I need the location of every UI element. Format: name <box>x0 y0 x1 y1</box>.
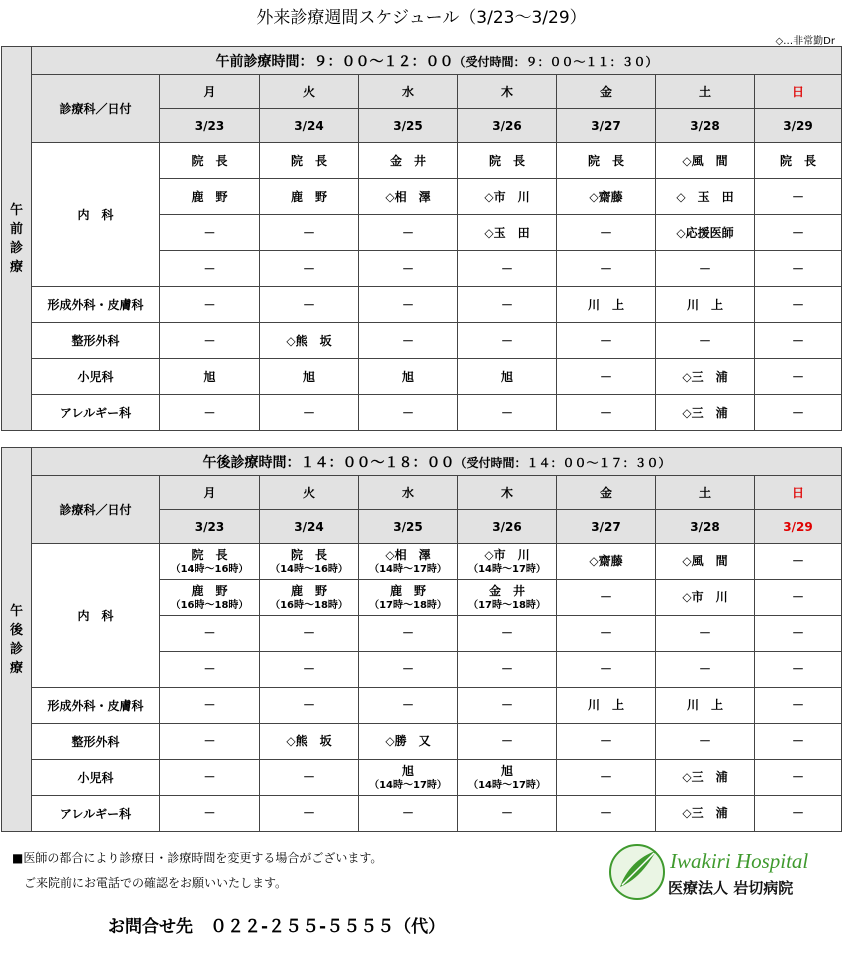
schedule-cell: － <box>755 179 842 215</box>
pm-hours: 午後診療時間：１４：００～１８：００ <box>202 454 455 471</box>
side-char: 後 <box>9 622 23 638</box>
schedule-cell: － <box>755 359 842 395</box>
day-header: 土 <box>656 75 755 109</box>
doctor-name: － <box>401 662 414 676</box>
schedule-cell <box>458 652 557 688</box>
doctor-name: － <box>599 734 612 748</box>
doctor-name: － <box>302 626 315 640</box>
dept-label: 形成外科・皮膚科 <box>32 287 160 323</box>
schedule-cell: － <box>359 215 458 251</box>
schedule-cell <box>755 760 842 796</box>
doctor-name: 川 上 <box>686 698 723 712</box>
schedule-cell <box>557 796 656 832</box>
schedule-cell: － <box>160 251 260 287</box>
schedule-cell <box>656 796 755 832</box>
schedule-cell: － <box>656 251 755 287</box>
dept-label: 整形外科 <box>32 323 160 359</box>
doctor-name: － <box>500 806 513 820</box>
time-range: （14時～17時） <box>468 563 546 575</box>
schedule-cell <box>656 760 755 796</box>
schedule-cell <box>359 580 458 616</box>
date-header: 3/28 <box>656 510 755 544</box>
doctor-name: － <box>500 626 513 640</box>
schedule-cell <box>359 688 458 724</box>
schedule-cell <box>359 724 458 760</box>
side-char: 診 <box>9 240 23 256</box>
doctor-name: － <box>792 662 805 676</box>
schedule-cell <box>160 688 260 724</box>
day-header: 水 <box>359 476 458 510</box>
hospital-logo <box>608 843 818 903</box>
schedule-cell: － <box>160 323 260 359</box>
doctor-name: － <box>302 698 315 712</box>
schedule-cell: 川 上 <box>656 287 755 323</box>
logo-english-name: Iwakiri Hospital <box>670 849 809 873</box>
schedule-cell <box>755 796 842 832</box>
schedule-cell <box>656 688 755 724</box>
doctor-name: － <box>401 806 414 820</box>
schedule-cell <box>458 724 557 760</box>
doctor-name: － <box>792 806 805 820</box>
schedule-cell: － <box>260 287 359 323</box>
schedule-cell <box>755 652 842 688</box>
doctor-name: 鹿 野 <box>290 583 327 598</box>
doctor-name: － <box>698 734 711 748</box>
schedule-cell <box>160 580 260 616</box>
schedule-cell: － <box>656 323 755 359</box>
schedule-cell: 院 長 <box>755 143 842 179</box>
schedule-cell: － <box>260 251 359 287</box>
contact-phone: お問合せ先 ０２２-２５５-５５５５（代） <box>108 917 446 937</box>
side-char: 午 <box>9 603 23 619</box>
schedule-cell: ◇相 澤 <box>359 179 458 215</box>
schedule-cell: 院 長 <box>557 143 656 179</box>
schedule-cell: 旭 <box>359 359 458 395</box>
schedule-cell: － <box>359 251 458 287</box>
doctor-name: － <box>203 734 216 748</box>
day-header: 日 <box>755 476 842 510</box>
note-line-2: ご来院前にお電話での確認をお願いいたします。 <box>24 876 288 890</box>
schedule-cell: ◇三 浦 <box>656 395 755 431</box>
schedule-cell: － <box>557 359 656 395</box>
doctor-name: － <box>792 770 805 784</box>
doctor-name: － <box>792 626 805 640</box>
schedule-cell <box>260 760 359 796</box>
doctor-name: 川 上 <box>587 698 624 712</box>
doctor-name: － <box>203 662 216 676</box>
doctor-name: － <box>599 590 612 604</box>
doctor-name: － <box>302 662 315 676</box>
schedule-cell <box>557 544 656 580</box>
pm-schedule-table <box>1 447 842 832</box>
schedule-cell <box>260 652 359 688</box>
doctor-name: ◇三 浦 <box>682 770 728 784</box>
schedule-cell: 旭 <box>160 359 260 395</box>
schedule-cell: － <box>557 323 656 359</box>
doctor-name: － <box>792 734 805 748</box>
am-schedule-table <box>1 46 842 431</box>
day-header: 土 <box>656 476 755 510</box>
doctor-name: － <box>599 770 612 784</box>
day-header: 月 <box>160 75 260 109</box>
schedule-cell <box>458 796 557 832</box>
dept-label: 形成外科・皮膚科 <box>32 688 160 724</box>
dept-label: アレルギー科 <box>32 395 160 431</box>
doctor-name: － <box>698 662 711 676</box>
dept-label: 小児科 <box>32 760 160 796</box>
schedule-cell: － <box>458 323 557 359</box>
schedule-cell <box>557 724 656 760</box>
doctor-name: － <box>599 806 612 820</box>
schedule-cell <box>160 616 260 652</box>
day-header: 月 <box>160 476 260 510</box>
schedule-cell: － <box>160 395 260 431</box>
schedule-cell <box>458 760 557 796</box>
schedule-cell: － <box>359 287 458 323</box>
schedule-cell: ◇熊 坂 <box>260 323 359 359</box>
pm-side-label <box>2 448 32 832</box>
day-header: 日 <box>755 75 842 109</box>
page-title: 外来診療週間スケジュール（3/23～3/29） <box>256 8 587 28</box>
schedule-cell: － <box>755 287 842 323</box>
schedule-cell <box>160 724 260 760</box>
date-header: 3/26 <box>458 510 557 544</box>
dept-date-header: 診療科／日付 <box>32 75 160 143</box>
dept-label: 小児科 <box>32 359 160 395</box>
schedule-cell: 院 長 <box>160 143 260 179</box>
doctor-name: － <box>203 770 216 784</box>
day-header: 木 <box>458 75 557 109</box>
doctor-name: － <box>500 734 513 748</box>
doctor-name: ◇相 澤 <box>385 547 431 562</box>
time-range: （14時～17時） <box>369 779 447 791</box>
doctor-name: 院 長 <box>290 547 327 562</box>
schedule-cell <box>458 616 557 652</box>
schedule-cell: ◇市 川 <box>458 179 557 215</box>
doctor-name: － <box>401 626 414 640</box>
schedule-cell: － <box>458 287 557 323</box>
am-hours: 午前診療時間：９：００～１２：００ <box>215 53 454 70</box>
schedule-cell <box>260 616 359 652</box>
schedule-cell: － <box>260 395 359 431</box>
schedule-cell: ◇応援医師 <box>656 215 755 251</box>
day-header: 金 <box>557 476 656 510</box>
date-header: 3/24 <box>260 510 359 544</box>
doctor-name: ◇熊 坂 <box>286 734 332 748</box>
schedule-cell: － <box>260 215 359 251</box>
dept-naika: 内 科 <box>32 544 160 688</box>
doctor-name: － <box>302 806 315 820</box>
schedule-cell <box>458 688 557 724</box>
schedule-cell <box>160 796 260 832</box>
schedule-cell <box>160 760 260 796</box>
schedule-cell <box>260 724 359 760</box>
date-header: 3/24 <box>260 109 359 143</box>
schedule-cell: － <box>755 395 842 431</box>
doctor-name: 鹿 野 <box>389 583 426 598</box>
leaf-logo-icon <box>608 843 666 901</box>
dept-label: アレルギー科 <box>32 796 160 832</box>
schedule-cell <box>359 544 458 580</box>
schedule-cell <box>260 544 359 580</box>
schedule-cell <box>260 688 359 724</box>
schedule-cell <box>359 616 458 652</box>
schedule-cell: 旭 <box>260 359 359 395</box>
day-header: 火 <box>260 75 359 109</box>
am-side-label <box>2 47 32 431</box>
schedule-cell: － <box>755 323 842 359</box>
side-char: 療 <box>9 259 23 275</box>
date-header: 3/25 <box>359 510 458 544</box>
time-range: （14時～17時） <box>468 779 546 791</box>
schedule-cell: － <box>755 251 842 287</box>
doctor-name: － <box>401 698 414 712</box>
schedule-cell: 川 上 <box>557 287 656 323</box>
schedule-cell <box>656 616 755 652</box>
schedule-cell: － <box>755 215 842 251</box>
doctor-name: 旭 <box>500 763 513 778</box>
side-char: 前 <box>9 221 23 237</box>
schedule-cell: － <box>557 395 656 431</box>
schedule-cell <box>557 616 656 652</box>
doctor-name: － <box>500 698 513 712</box>
doctor-name: 旭 <box>401 763 414 778</box>
doctor-name: 金 井 <box>488 583 525 598</box>
day-header: 金 <box>557 75 656 109</box>
schedule-cell <box>458 580 557 616</box>
schedule-cell <box>260 580 359 616</box>
date-header: 3/29 <box>755 510 842 544</box>
doctor-name: － <box>792 698 805 712</box>
side-char: 診 <box>9 641 23 657</box>
dept-naika: 内 科 <box>32 143 160 287</box>
schedule-cell <box>656 580 755 616</box>
date-header: 3/23 <box>160 510 260 544</box>
schedule-cell <box>755 688 842 724</box>
logo-japanese-name: 医療法人 岩切病院 <box>668 879 794 897</box>
doctor-name: 院 長 <box>191 547 228 562</box>
schedule-cell <box>458 544 557 580</box>
doctor-name: ◇風 間 <box>682 554 728 568</box>
pm-reception: （受付時間：１４：００～１７：３０） <box>454 455 671 470</box>
schedule-cell: ◇ 玉 田 <box>656 179 755 215</box>
schedule-cell: 金 井 <box>359 143 458 179</box>
schedule-cell <box>755 544 842 580</box>
doctor-name: ◇市 川 <box>484 547 530 562</box>
date-header: 3/25 <box>359 109 458 143</box>
schedule-cell: ◇玉 田 <box>458 215 557 251</box>
date-header: 3/26 <box>458 109 557 143</box>
doctor-name: － <box>792 554 805 568</box>
day-header: 火 <box>260 476 359 510</box>
schedule-cell: － <box>359 395 458 431</box>
schedule-cell <box>260 796 359 832</box>
doctor-name: － <box>599 662 612 676</box>
schedule-cell: 鹿 野 <box>160 179 260 215</box>
time-range: （16時～18時） <box>170 599 249 611</box>
schedule-cell <box>755 580 842 616</box>
doctor-name: － <box>500 662 513 676</box>
schedule-cell <box>755 724 842 760</box>
doctor-name: － <box>599 626 612 640</box>
side-char: 療 <box>9 660 23 676</box>
doctor-name: － <box>792 590 805 604</box>
schedule-cell: － <box>458 395 557 431</box>
schedule-cell: － <box>160 287 260 323</box>
schedule-cell <box>755 616 842 652</box>
schedule-cell: 旭 <box>458 359 557 395</box>
date-header: 3/27 <box>557 109 656 143</box>
schedule-cell: ◇風 間 <box>656 143 755 179</box>
schedule-cell <box>557 580 656 616</box>
schedule-cell <box>160 544 260 580</box>
schedule-cell <box>557 760 656 796</box>
schedule-cell <box>557 688 656 724</box>
schedule-cell <box>359 760 458 796</box>
schedule-cell: 鹿 野 <box>260 179 359 215</box>
date-header: 3/28 <box>656 109 755 143</box>
date-header: 3/23 <box>160 109 260 143</box>
doctor-name: ◇三 浦 <box>682 806 728 820</box>
schedule-cell <box>359 796 458 832</box>
schedule-cell: － <box>359 323 458 359</box>
doctor-name: 鹿 野 <box>191 583 228 598</box>
schedule-cell: － <box>557 215 656 251</box>
schedule-cell: 院 長 <box>260 143 359 179</box>
schedule-cell: － <box>557 251 656 287</box>
doctor-name: ◇齋藤 <box>589 554 623 568</box>
day-header: 木 <box>458 476 557 510</box>
am-reception: （受付時間：９：００～１１：３０） <box>453 54 658 69</box>
schedule-cell: － <box>458 251 557 287</box>
date-header: 3/27 <box>557 510 656 544</box>
schedule-cell: ◇三 浦 <box>656 359 755 395</box>
schedule-cell <box>557 652 656 688</box>
dept-label: 整形外科 <box>32 724 160 760</box>
schedule-cell <box>160 652 260 688</box>
schedule-cell: ◇齋藤 <box>557 179 656 215</box>
time-range: （14時～16時） <box>170 563 249 575</box>
schedule-cell: 院 長 <box>458 143 557 179</box>
schedule-cell <box>359 652 458 688</box>
time-range: （14時～17時） <box>369 563 447 575</box>
doctor-name: － <box>203 806 216 820</box>
time-range: （17時～18時） <box>369 599 447 611</box>
pm-hours-header <box>32 448 842 476</box>
time-range: （17時～18時） <box>468 599 546 611</box>
date-header: 3/29 <box>755 109 842 143</box>
doctor-name: ◇勝 又 <box>385 734 431 748</box>
legend-note: ◇…非常勤Dr <box>775 36 835 47</box>
schedule-cell: － <box>160 215 260 251</box>
doctor-name: － <box>698 626 711 640</box>
schedule-cell <box>656 724 755 760</box>
dept-date-header: 診療科／日付 <box>32 476 160 544</box>
schedule-cell <box>656 544 755 580</box>
time-range: （14時～16時） <box>270 563 348 575</box>
doctor-name: ◇市 川 <box>682 590 728 604</box>
side-char: 午 <box>9 202 23 218</box>
doctor-name: － <box>203 626 216 640</box>
note-line-1: ■医師の都合により診療日・診療時間を変更する場合がございます。 <box>12 851 383 865</box>
am-hours-header <box>32 47 842 75</box>
time-range: （16時～18時） <box>270 599 348 611</box>
schedule-cell <box>656 652 755 688</box>
day-header: 水 <box>359 75 458 109</box>
doctor-name: － <box>302 770 315 784</box>
doctor-name: － <box>203 698 216 712</box>
